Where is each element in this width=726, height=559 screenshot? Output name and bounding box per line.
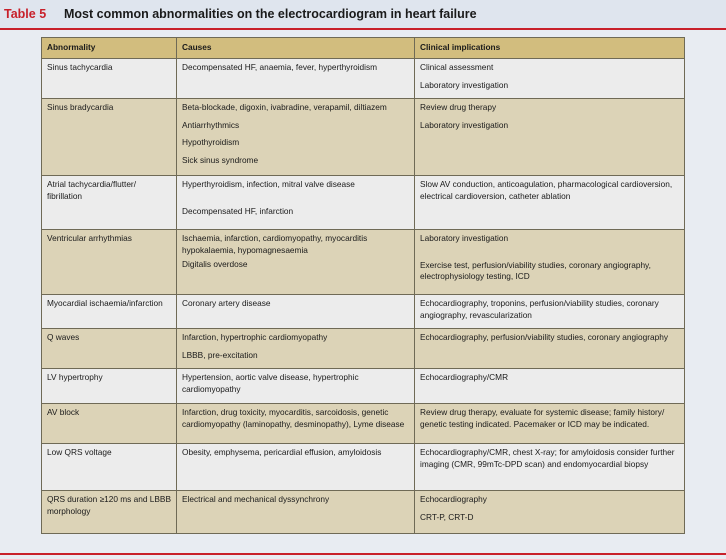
table-header-row — [42, 38, 685, 59]
abnormality-cell: QRS duration ≥120 ms and LBBB morphology — [42, 491, 177, 534]
implication-item: CRT-P, CRT-D — [420, 511, 474, 522]
table-row — [42, 176, 685, 230]
implication-item: Laboratory investigation — [420, 233, 509, 243]
cause-item: Digitalis overdose — [182, 259, 248, 269]
table-row — [42, 404, 685, 444]
table-row — [42, 230, 685, 295]
cause-item: Decompensated HF, infarction — [182, 205, 294, 216]
implication-item: Echocardiography/CMR — [420, 372, 509, 382]
table-row — [42, 369, 685, 404]
causes-cell — [177, 295, 415, 329]
abnormality-cell: AV block — [42, 404, 177, 444]
implications-cell — [415, 295, 685, 329]
cause-item: Antiarrhythmics — [182, 119, 240, 130]
cause-item: Sick sinus syndrome — [182, 154, 259, 165]
implication-item: Laboratory investigation — [420, 79, 509, 90]
cause-item: Obesity, emphysema, pericardial effusion, amyloidosis — [182, 447, 382, 457]
implication-item: Exercise test, perfusion/viability studies, coronary angiography, electrophysiology testing, ICD — [420, 259, 651, 281]
cause-item: LBBB, pre-excitation — [182, 349, 258, 360]
table-row — [42, 329, 685, 369]
implications-cell — [415, 99, 685, 176]
causes-cell — [177, 176, 415, 230]
table-row — [42, 444, 685, 491]
cause-item: Infarction, drug toxicity, myocarditis, sarcoidosis, genetic cardiomyopathy (laminopathy, desminopathy), Lyme disease — [182, 407, 405, 429]
implication-item: Echocardiography — [420, 494, 487, 504]
cause-item: Ischaemia, infarction, cardiomyopathy, myocarditis hypokalaemia, hypomagnesaemia — [182, 233, 368, 255]
abnormality-cell: Low QRS voltage — [42, 444, 177, 491]
cause-item: Hypertension, aortic valve disease, hypertrophic cardiomyopathy — [182, 372, 359, 394]
implications-cell — [415, 491, 685, 534]
causes-cell — [177, 369, 415, 404]
abnormality-cell: Sinus bradycardia — [42, 99, 177, 176]
implications-cell — [415, 176, 685, 230]
implication-item: Echocardiography/CMR, chest X-ray; for amyloidosis consider further imaging (CMR, 99mTc-DPD scan) and endomyocardial biopsy — [420, 447, 675, 469]
causes-cell — [177, 59, 415, 99]
causes-cell — [177, 404, 415, 444]
implication-item: Echocardiography, perfusion/viability studies, coronary angiography — [420, 332, 668, 342]
column-header-abnormality: Abnormality — [42, 38, 177, 59]
table-title: Most common abnormalities on the electrocardiogram in heart failure — [64, 7, 477, 21]
causes-cell — [177, 230, 415, 295]
implication-item: Review drug therapy — [420, 102, 497, 112]
abnormality-cell: Atrial tachycardia/flutter/ fibrillation — [42, 176, 177, 230]
cause-item: Beta-blockade, digoxin, ivabradine, verapamil, diltiazem — [182, 102, 387, 112]
abnormality-cell: Ventricular arrhythmias — [42, 230, 177, 295]
abnormality-cell: Q waves — [42, 329, 177, 369]
cause-item: Coronary artery disease — [182, 298, 271, 308]
abnormality-cell: Myocardial ischaemia/infarction — [42, 295, 177, 329]
cause-item: Hyperthyroidism, infection, mitral valve disease — [182, 179, 355, 189]
implication-item: Laboratory investigation — [420, 119, 509, 130]
table-row — [42, 99, 685, 176]
causes-cell — [177, 444, 415, 491]
ecg-abnormalities-table — [41, 37, 684, 534]
implication-item: Review drug therapy, evaluate for systemic disease; family history/ genetic testing indicated. Pacemaker or ICD may be indicated. — [420, 407, 665, 429]
cause-item: Hypothyroidism — [182, 137, 240, 147]
column-header-causes: Causes — [177, 38, 415, 59]
table-caption — [0, 0, 726, 30]
causes-cell — [177, 329, 415, 369]
table-row — [42, 491, 685, 534]
causes-cell — [177, 491, 415, 534]
implications-cell — [415, 444, 685, 491]
implications-cell — [415, 369, 685, 404]
table-row — [42, 59, 685, 99]
table-row — [42, 295, 685, 329]
column-header-clinical-implications: Clinical implications — [415, 38, 685, 59]
cause-item: Decompensated HF, anaemia, fever, hyperthyroidism — [182, 62, 378, 72]
implication-item: Echocardiography, troponins, perfusion/viability studies, coronary angiography, revascularization — [420, 298, 659, 320]
implication-item: Clinical assessment — [420, 62, 494, 72]
implications-cell — [415, 230, 685, 295]
bottom-rule — [0, 553, 726, 555]
table-number: Table 5 — [4, 7, 47, 21]
implications-cell — [415, 404, 685, 444]
causes-cell — [177, 99, 415, 176]
implication-item: Slow AV conduction, anticoagulation, pharmacological cardioversion, electrical cardioversion, catheter ablation — [420, 179, 673, 201]
abnormality-cell: Sinus tachycardia — [42, 59, 177, 99]
cause-item: Electrical and mechanical dyssynchrony — [182, 494, 330, 504]
cause-item: Infarction, hypertrophic cardiomyopathy — [182, 332, 328, 342]
implications-cell — [415, 329, 685, 369]
implications-cell — [415, 59, 685, 99]
abnormality-cell: LV hypertrophy — [42, 369, 177, 404]
